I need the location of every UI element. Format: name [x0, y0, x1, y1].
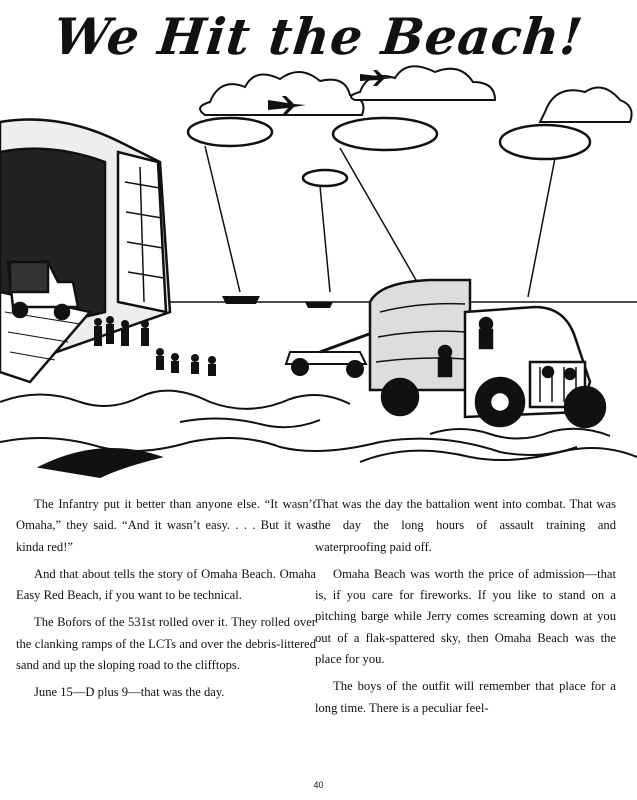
page-number: 40 [313, 780, 324, 790]
paragraph: The Infantry put it better than anyone else. “It wasn’t Omaha,” they said. “And it wasn’t easy. . . . But it was kinda red!” [16, 497, 316, 554]
clouds [200, 66, 632, 122]
page-title: We Hit the Beach! [50, 7, 587, 66]
paragraph: The Bofors of the 531st rolled over it. They rolled over the clanking ramps of the LCTs and over the debris-littered sand and up the sloping road to the clifftops. [16, 615, 316, 673]
jeep-with-gun [286, 330, 380, 377]
paragraph: That was the day the battalion went into combat. That was the day the long hours of assault training and waterproofing paid off. [315, 497, 616, 554]
barrage-balloons [188, 118, 590, 186]
paragraph: The boys of the outfit will remember that place for a long time. There is a peculiar feel- [315, 679, 616, 715]
paragraph: And that about tells the story of Omaha Beach. Omaha Easy Red Beach, if you want to be technical. [16, 566, 316, 603]
soldiers [94, 316, 216, 376]
beach-landing-illustration [0, 62, 637, 490]
paragraph: June 15—D plus 9—that was the day. [34, 685, 225, 700]
text-column-left [16, 494, 316, 710]
text-column-right [315, 494, 616, 725]
paragraph: Omaha Beach was worth the price of admission—that is, if you care for fireworks. If you like to stand on a pitching barge while Jerry comes screaming down at you out of a flak-spattered sky, then Omaha Beach was the place for you. [315, 566, 616, 667]
